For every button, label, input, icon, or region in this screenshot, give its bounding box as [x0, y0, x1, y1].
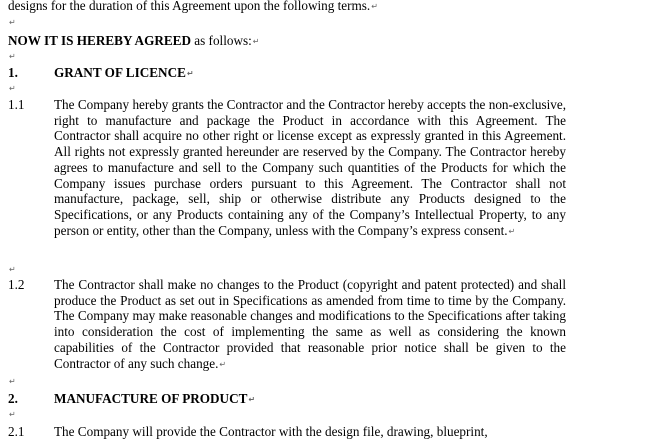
paragraph-mark-icon: ↵: [9, 377, 16, 386]
paragraph-mark-icon: ↵: [508, 226, 516, 236]
section-number: 1.: [8, 65, 18, 80]
clause-number: 2.1: [8, 424, 25, 439]
section-number: 2.: [8, 391, 18, 406]
empty-paragraph: [8, 51, 16, 62]
agreed-prefix: NOW IT IS HEREBY AGREED: [8, 33, 191, 48]
paragraph-mark-icon: ↵: [252, 37, 260, 46]
agreed-suffix: as follows:: [190, 33, 252, 48]
section-title: [54, 391, 255, 408]
clause-number: 1.2: [8, 277, 25, 292]
paragraph-mark-icon: ↵: [9, 52, 16, 61]
clause-text: [54, 277, 566, 372]
clause-number: 1.1: [8, 97, 25, 112]
clause-text: [54, 424, 488, 440]
empty-paragraph: [8, 264, 16, 275]
empty-paragraph: [8, 17, 16, 28]
paragraph-mark-icon: ↵: [371, 2, 378, 11]
paragraph-mark-icon: ↵: [9, 265, 16, 274]
paragraph-mark-icon: ↵: [9, 410, 16, 419]
section-title-text: MANUFACTURE OF PRODUCT: [54, 391, 248, 406]
clause-body: The Company will provide the Contractor with the design file, drawing, blueprint,: [54, 424, 488, 439]
empty-paragraph: [8, 409, 16, 420]
paragraph-mark-icon: ↵: [219, 359, 227, 369]
empty-paragraph: [8, 83, 16, 94]
paragraph-mark-icon: ↵: [248, 395, 256, 404]
intro-tail-line: [8, 0, 378, 15]
empty-paragraph: [8, 376, 16, 387]
section-title-text: GRANT OF LICENCE: [54, 65, 186, 80]
agreed-line: [8, 33, 259, 50]
clause-body: The Company hereby grants the Contractor and the Contractor hereby accepts the non-exclusive, right to manufacture and package the Product in accordance with this Agreement. The Contractor shall acquire no other right or license except as expressly granted in this Agreement. All rights not expressly granted hereunder are reserved by the Company. The Contractor hereby agrees to manufacture and sell to the Company such quantities of the Products for which the Company issues purchase orders pursuant to this Agreement. The Contractor shall not manufacture, package, sell, ship or otherwise distribute any Products designed to the Specifications, or any Products containing any of the Company’s Intellectual Property, to any person or entity, other than the Company, unless with the Company’s express consent.: [54, 97, 566, 238]
intro-tail-text: designs for the duration of this Agreement upon the following terms.: [8, 0, 371, 13]
section-title: [54, 65, 194, 82]
clause-text: [54, 97, 566, 239]
paragraph-mark-icon: ↵: [186, 69, 194, 78]
clause-body: The Contractor shall make no changes to the Product (copyright and patent protected) and shall produce the Product as set out in Specifications as amended from time to time by the Company. The Company may make reasonable changes and modifications to the Specifications after taking into consideration the cost of implementing the same as well as considering the known capabilities of the Contractor provided that reasonable prior notice shall be given to the Contractor of any such change.: [54, 277, 566, 371]
paragraph-mark-icon: ↵: [9, 18, 16, 27]
paragraph-mark-icon: ↵: [9, 84, 16, 93]
